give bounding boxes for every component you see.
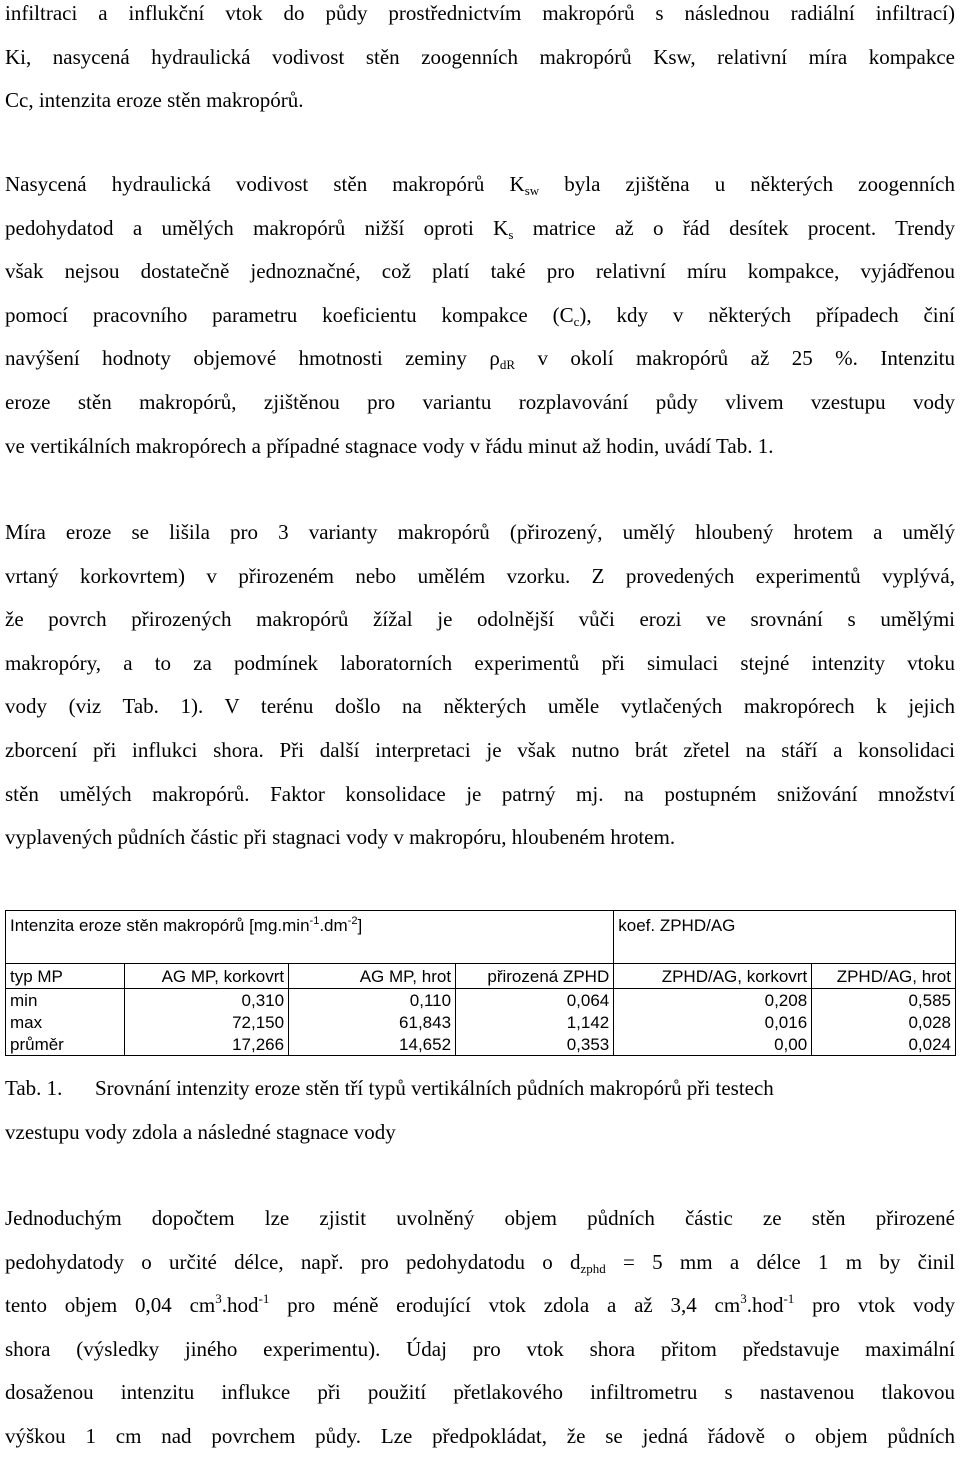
table-cell: 0,064 xyxy=(456,989,614,1012)
col-header: ZPHD/AG, korkovrt xyxy=(614,964,812,989)
table-row xyxy=(6,1033,956,1056)
table-cell: 0,585 xyxy=(812,989,956,1012)
table-cell: 0,310 xyxy=(125,989,289,1012)
text-line: infiltraci a influkční vtok do půdy prostřednictvím makropórů s následnou radiální infiltrací) xyxy=(5,1,955,25)
text-line: stěn umělých makropórů. Faktor konsolidace je patrný mj. na postupném snižování množství xyxy=(5,781,955,806)
paragraph-conductivity xyxy=(5,163,955,468)
table-cell: 1,142 xyxy=(456,1011,614,1033)
text-line: Ki, nasycená hydraulická vodivost stěn zoogenních makropórů Ksw, relativní míra kompakce xyxy=(5,44,955,69)
col-header: AG MP, hrot xyxy=(289,964,456,989)
text-line: vyplavených půdních částic při stagnaci vody v makropóru, hloubeném hrotem. xyxy=(5,825,676,850)
text-line: pomocí pracovního parametru koeficientu kompakce $(C_c)$, kdy v některých případech činí xyxy=(5,302,955,329)
text-line: eroze stěn makropórů, zjištěnou pro variantu rozplavování půdy vlivem vzestupu vody xyxy=(5,389,955,414)
text-line: pedohydatod a umělých makropórů nižší oproti $K_s$ matrice až o řád desítek procent. Trendy xyxy=(5,215,955,242)
table-row xyxy=(6,1011,956,1033)
text-line: Cc, intenzita eroze stěn makropórů. xyxy=(5,88,304,113)
row-label: max xyxy=(6,1011,125,1033)
text-line: vody (viz Tab. 1). V terénu došlo na některých uměle vytlačených makropórech k jejich xyxy=(5,694,955,719)
text-line: shora (výsledky jiného experimentu). Údaj pro vtok shora přitom představuje maximální xyxy=(5,1336,955,1361)
text-line: Jednoduchým dopočtem lze zjistit uvolněný objem půdních částic ze stěn přirozené xyxy=(5,1206,955,1230)
text-line: však nejsou dostatečně jednoznačné, což platí také pro relativní míru kompakce, vyjádřenou xyxy=(5,259,955,284)
paragraph-volume xyxy=(5,1197,955,1459)
text-line: že povrch přirozených makropórů žížal je odolnější vůči erozi ve srovnání s umělými xyxy=(5,607,955,632)
erosion-table xyxy=(5,910,956,1056)
text-line: pedohydatody o určité délce, např. pro pedohydatodu o $d_{zphd} = 5$ mm a délce 1 m by činil xyxy=(5,1249,955,1276)
table-caption xyxy=(5,1067,955,1154)
text-line: Míra eroze se lišila pro 3 varianty makropórů (přirozený, umělý hloubený hrotem a umělý xyxy=(5,520,955,544)
table-row xyxy=(6,989,956,1012)
table-koef-title: koef. ZPHD/AG xyxy=(614,911,956,964)
text-line: ve vertikálních makropórech a případné stagnace vody v řádu minut až hodin, uvádí Tab. 1. xyxy=(5,433,774,458)
text-line: tento objem 0,04 $cm^3.hod^{-1}$ pro méně erodující vtok zdola a až 3,4 $cm^3.hod^{-1}$ pro vtok vody xyxy=(5,1291,955,1318)
table-cell: 0,024 xyxy=(812,1033,956,1056)
text-line: dosaženou intenzitu influkce při použití přetlakového infiltrometru s nastavenou tlakovou xyxy=(5,1380,955,1405)
table-cell: 0,028 xyxy=(812,1011,956,1033)
row-label: min xyxy=(6,989,125,1012)
table-cell: 0,110 xyxy=(289,989,456,1012)
text-line: vrtaný korkovrtem) v přirozeném nebo umělém vzorku. Z provedených experimentů vyplývá, xyxy=(5,563,955,588)
col-header: ZPHD/AG, hrot xyxy=(812,964,956,989)
table-title: Intenzita eroze stěn makropórů $[mg.\min^{-1}.dm^{-2}]$ xyxy=(6,911,614,964)
paragraph-erosion xyxy=(5,511,955,860)
row-label: průměr xyxy=(6,1033,125,1056)
text-line: výškou 1 cm nad povrchem půdy. Lze předpokládat, že se jedná řádově o objem půdních xyxy=(5,1423,955,1448)
table-cell: 72,150 xyxy=(125,1011,289,1033)
table-cell: 17,266 xyxy=(125,1033,289,1056)
caption-label: Tab. 1. xyxy=(5,1076,63,1100)
paragraph-intro xyxy=(5,0,955,123)
table-cell: 0,016 xyxy=(614,1011,812,1033)
table-cell: 14,652 xyxy=(289,1033,456,1056)
text-line: zborcení při influkci shora. Při další interpretaci je však nutno brát zřetel na stáří a konsolidaci xyxy=(5,737,955,762)
col-header: typ MP xyxy=(6,964,125,989)
table-cell: 61,843 xyxy=(289,1011,456,1033)
col-header: přirozená ZPHD xyxy=(456,964,614,989)
text-line: makropóry, a to za podmínek laboratorních experimentů při simulaci stejné intenzity vtoku xyxy=(5,650,955,675)
col-header: AG MP, korkovrt xyxy=(125,964,289,989)
text-line: navýšení hodnoty objemové hmotnosti zeminy $\rho_{dR}$ v okolí makropórů až 25 %. Intenzitu xyxy=(5,346,955,373)
table-cell: 0,353 xyxy=(456,1033,614,1056)
text-line: vzestupu vody zdola a následné stagnace vody xyxy=(5,1119,396,1144)
text-line: Tab. 1. Srovnání intenzity eroze stěn tří typů vertikálních půdních makropórů při testech xyxy=(5,1067,955,1111)
table-cell: 0,208 xyxy=(614,989,812,1012)
text-line: Nasycená hydraulická vodivost stěn makropórů $K_{sw}$ byla zjištěna u některých zoogenních xyxy=(5,172,955,198)
table-cell: 0,00 xyxy=(614,1033,812,1056)
